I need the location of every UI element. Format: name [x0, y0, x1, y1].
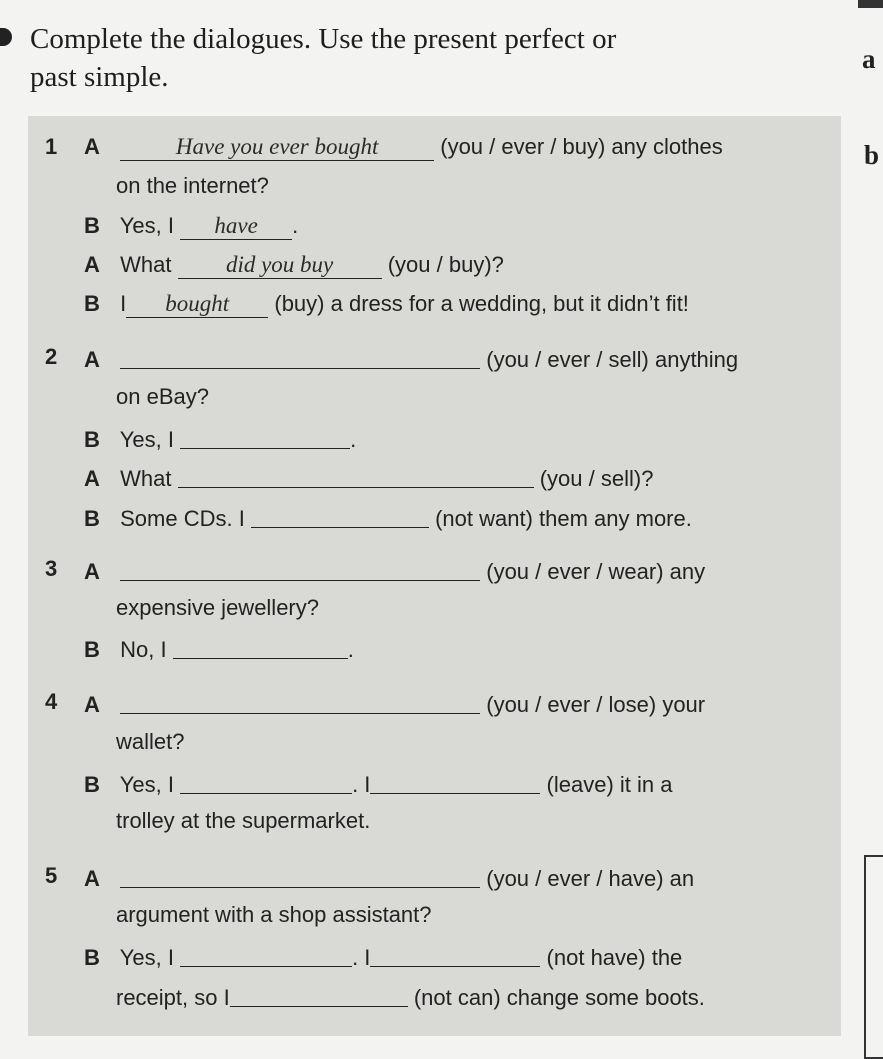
line-text: (you / buy)? — [387, 252, 504, 277]
dialogue-line-continued: wallet? — [116, 729, 185, 754]
dialogue-line — [84, 632, 354, 665]
line-text: . I — [352, 945, 371, 970]
line-text: (not want) them any more. — [435, 506, 692, 531]
line-text: (you / ever / wear) any — [486, 559, 706, 584]
line-text: . — [347, 637, 354, 662]
dialogue-line — [84, 250, 504, 280]
dialogue-line — [84, 422, 356, 455]
exercise-bullet — [0, 28, 12, 46]
answer-blank — [120, 344, 480, 369]
answer-blank — [180, 942, 352, 967]
dialogue-line — [84, 767, 673, 800]
dialogue-line — [84, 554, 705, 587]
speaker-label: B — [84, 945, 100, 970]
dialogue-line — [84, 687, 705, 720]
line-text: I — [120, 291, 127, 316]
dialogue-panel — [28, 116, 841, 1036]
speaker-label: A — [84, 252, 100, 277]
exercise-instruction — [30, 20, 750, 96]
dialogue-line-continued: on eBay? — [116, 384, 209, 409]
answer-blank — [230, 982, 408, 1007]
answer-blank: Have you ever bought — [120, 134, 434, 161]
dialogue-line — [84, 342, 738, 375]
line-text: Yes, I — [119, 213, 174, 238]
line-text: . — [350, 427, 357, 452]
speaker-label: B — [84, 506, 100, 531]
speaker-label: B — [84, 427, 100, 452]
line-text: (you / ever / buy) any clothes — [440, 134, 723, 159]
speaker-label: B — [84, 213, 100, 238]
dialogue-number: 3 — [45, 556, 58, 581]
speaker-label: A — [84, 866, 100, 891]
line-text: (you / ever / lose) your — [486, 692, 706, 717]
line-text: Yes, I — [119, 427, 174, 452]
answer-blank: bought — [126, 291, 268, 318]
line-text: What — [120, 252, 172, 277]
line-text: (leave) it in a — [546, 772, 673, 797]
speaker-label: A — [84, 347, 100, 372]
line-text: (not have) the — [546, 945, 683, 970]
side-label-a: a — [862, 44, 876, 74]
line-text: (not can) change some boots. — [413, 985, 705, 1010]
side-box — [864, 855, 883, 1059]
dialogue-line — [84, 861, 694, 894]
side-label-b: b — [864, 140, 880, 170]
dialogue-line-continued: on the internet? — [116, 173, 269, 198]
speaker-label: B — [84, 772, 100, 797]
dialogue-line — [84, 289, 689, 319]
line-text: . — [292, 213, 299, 238]
line-text: (you / ever / sell) anything — [486, 347, 739, 372]
line-text: Yes, I — [119, 772, 174, 797]
dialogue-number: 4 — [45, 689, 58, 714]
line-text: (you / sell)? — [539, 466, 654, 491]
line-text: Some CDs. I — [120, 506, 245, 531]
dialogue-line-continued: trolley at the supermarket. — [116, 808, 371, 833]
dialogue-line — [84, 501, 692, 534]
dialogue-number: 1 — [45, 134, 58, 159]
line-text: (you / ever / have) an — [486, 866, 695, 891]
dialogue-line — [84, 940, 682, 973]
speaker-label: A — [84, 466, 100, 491]
dialogue-line-continued: argument with a shop assistant? — [116, 902, 432, 927]
answer-blank — [120, 689, 480, 714]
line-text: Yes, I — [119, 945, 174, 970]
answer-blank — [120, 863, 480, 888]
speaker-label: A — [84, 692, 100, 717]
answer-blank: did you buy — [178, 252, 382, 279]
dialogue-line — [84, 461, 653, 494]
line-text: receipt, so I — [116, 985, 230, 1010]
dialogue-number: 2 — [45, 344, 58, 369]
answer-blank — [370, 942, 540, 967]
dialogue-number: 5 — [45, 863, 58, 888]
dialogue-line-continued — [116, 980, 705, 1013]
speaker-label: B — [84, 637, 100, 662]
top-edge-mark — [858, 0, 883, 8]
dialogue-line — [84, 132, 723, 162]
answer-blank — [370, 769, 540, 794]
speaker-label: A — [84, 134, 100, 159]
answer-blank — [120, 556, 480, 581]
speaker-label: A — [84, 559, 100, 584]
line-text: No, I — [120, 637, 167, 662]
instruction-line-2: past simple. — [30, 61, 169, 93]
answer-blank — [180, 424, 350, 449]
answer-blank: have — [180, 213, 292, 240]
line-text: . I — [352, 772, 371, 797]
answer-blank — [251, 503, 429, 528]
line-text: (buy) a dress for a wedding, but it didn’t fit! — [274, 291, 689, 316]
answer-blank — [173, 634, 348, 659]
dialogue-line-continued: expensive jewellery? — [116, 595, 319, 620]
answer-blank — [178, 463, 534, 488]
instruction-line-1: Complete the dialogues. Use the present perfect or — [30, 23, 617, 55]
dialogue-line — [84, 211, 298, 241]
answer-blank — [180, 769, 352, 794]
line-text: What — [120, 466, 172, 491]
speaker-label: B — [84, 291, 100, 316]
